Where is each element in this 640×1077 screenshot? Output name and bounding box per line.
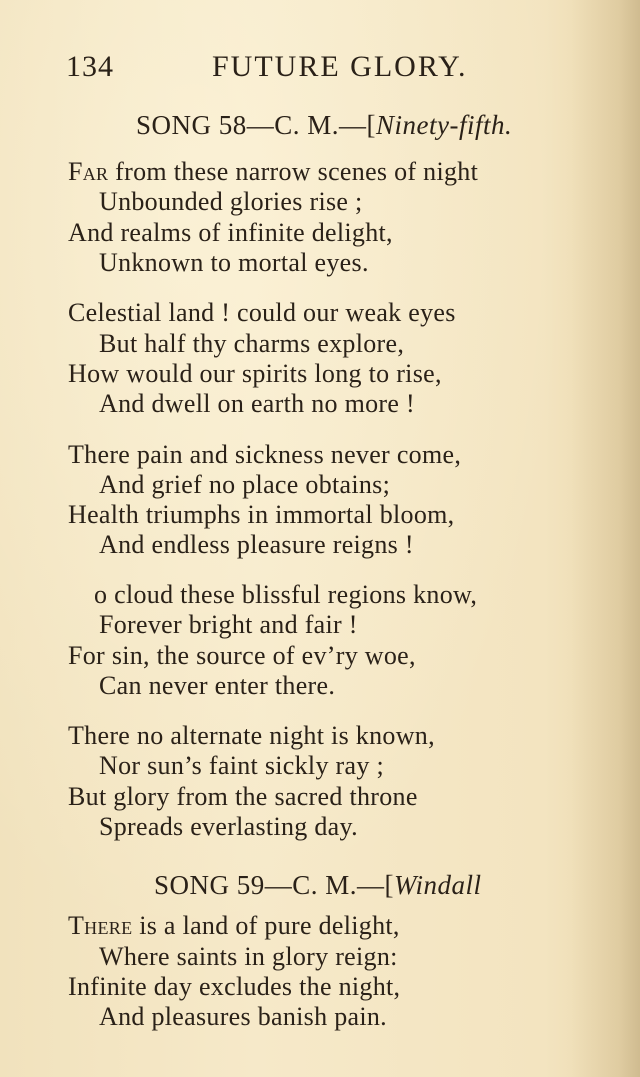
song-58-stanza-2-line-4: And dwell on earth no more ! xyxy=(99,389,415,418)
page-edge-shadow xyxy=(570,0,640,1077)
song-59-title: SONG 59—C. M.—[ xyxy=(154,870,395,900)
page-header xyxy=(66,50,566,90)
song-58-stanza-5-line-3: But glory from the sacred throne xyxy=(68,782,418,811)
line-rest: is a land of pure delight, xyxy=(132,911,400,940)
song-58-stanza-5-line-4: Spreads everlasting day. xyxy=(99,812,358,841)
song-58-stanza-3-line-1: There pain and sickness never come, xyxy=(68,440,462,469)
song-58-stanza-5-line-2: Nor sun’s faint sickly ray ; xyxy=(99,751,384,780)
song-58-stanza-3-line-3: Health triumphs in immortal bloom, xyxy=(68,500,455,529)
song-58-stanza-2-line-3: How would our spirits long to rise, xyxy=(68,359,442,388)
song-59-stanza-1-line-3: Infinite day excludes the night, xyxy=(68,972,401,1001)
running-title: FUTURE GLORY. xyxy=(212,50,468,83)
song-58-title: SONG 58—C. M.—[ xyxy=(136,110,377,140)
song-58-stanza-4-line-2: Forever bright and fair ! xyxy=(99,610,358,639)
song-58-stanza-2-line-2: But half thy charms explore, xyxy=(99,329,405,358)
song-59-stanza-1-line-1 xyxy=(68,911,400,941)
line-rest: from these narrow scenes of night xyxy=(108,157,479,186)
song-58-tune: Ninety-fifth. xyxy=(376,110,513,140)
song-58-stanza-1-line-3: And realms of infinite delight, xyxy=(68,218,393,247)
song-58-stanza-4-line-3: For sin, the source of ev’ry woe, xyxy=(68,641,416,670)
song-59-tune: Windall xyxy=(394,870,482,900)
song-58-stanza-5-line-1: There no alternate night is known, xyxy=(68,721,435,750)
page-number: 134 xyxy=(66,50,114,83)
song-59-heading xyxy=(154,870,574,901)
song-58-stanza-4-line-1: o cloud these blissful regions know, xyxy=(94,580,478,609)
song-58-stanza-3-line-2: And grief no place obtains; xyxy=(99,470,391,499)
song-58-stanza-1-line-2: Unbounded glories rise ; xyxy=(99,187,363,216)
song-58-heading xyxy=(136,110,566,141)
song-58-stanza-1-line-4: Unknown to mortal eyes. xyxy=(99,248,369,277)
song-59-stanza-1-line-2: Where saints in glory reign: xyxy=(99,942,398,971)
dropcap-word: Far xyxy=(68,157,109,186)
song-58-stanza-2-line-1: Celestial land ! could our weak eyes xyxy=(68,298,456,327)
song-58-stanza-3-line-4: And endless pleasure reigns ! xyxy=(99,530,414,559)
dropcap-word: There xyxy=(68,911,133,940)
song-59-stanza-1-line-4: And pleasures banish pain. xyxy=(99,1002,387,1031)
song-58-stanza-1-line-1 xyxy=(68,157,478,187)
song-58-stanza-4-line-4: Can never enter there. xyxy=(99,671,336,700)
